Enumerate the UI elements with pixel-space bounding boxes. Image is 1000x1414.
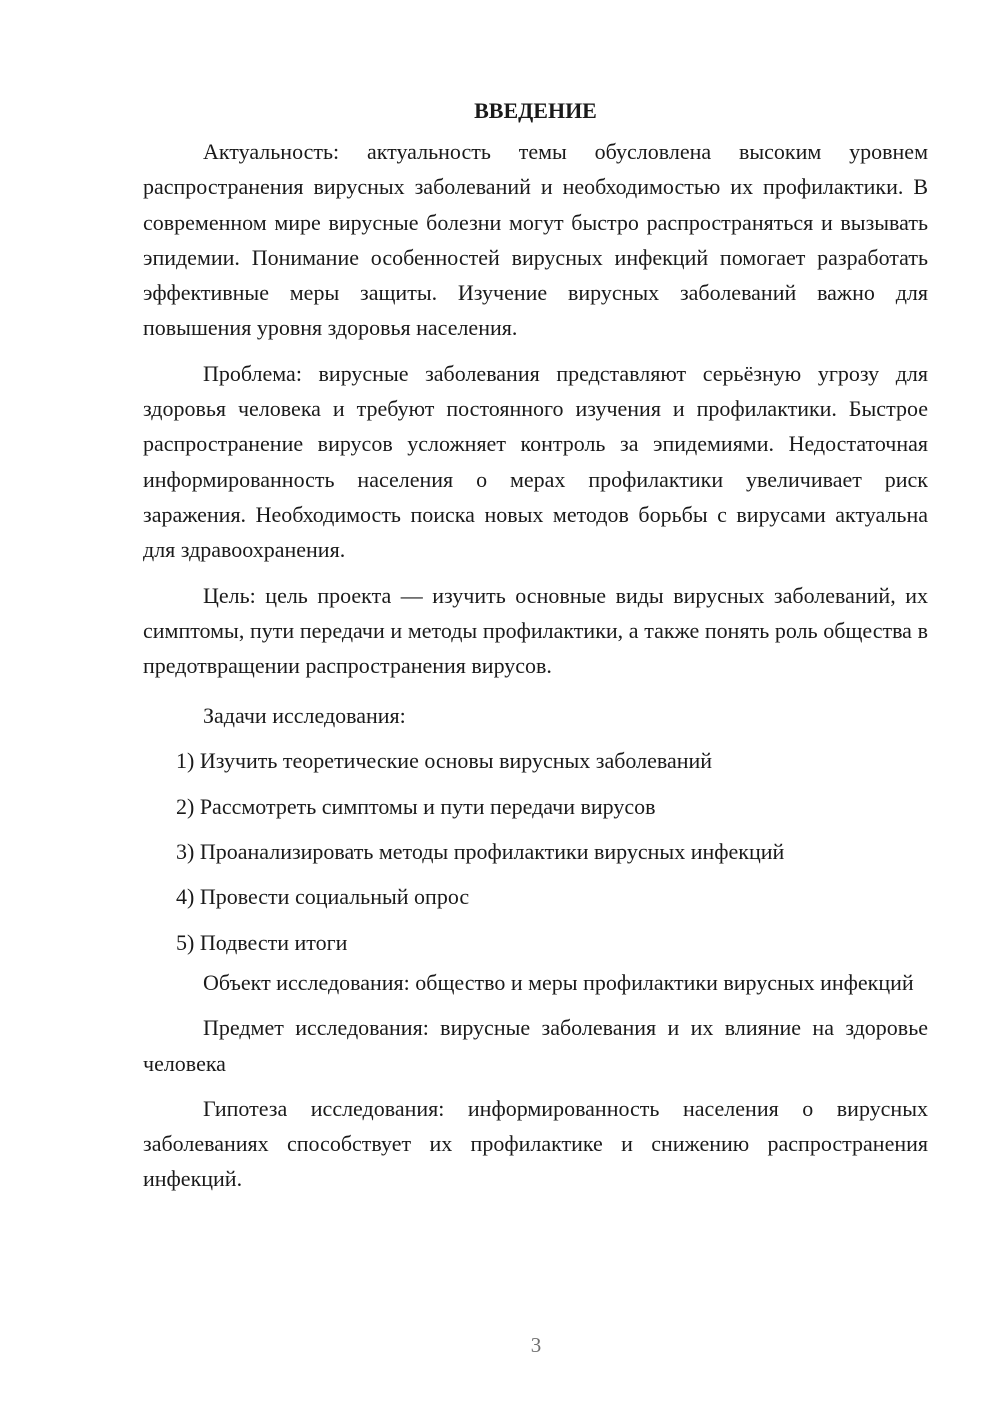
task-item-4: 4) Провести социальный опрос [176, 884, 470, 910]
tasks-list [143, 738, 928, 964]
task-item-1: 1) Изучить теоретические основы вирусных заболеваний [176, 748, 713, 774]
paragraph-hypothesis: Гипотеза исследования: информированность населения о вирусных заболеваниях способствует их профилактике и снижению распространения инфекций. [143, 1095, 928, 1192]
paragraph-object: Объект исследования: общество и меры профилактики вирусных инфекций [203, 969, 914, 995]
paragraph-problem: Проблема: вирусные заболевания представляют серьёзную угрозу для здоровья человека и требуют постоянного изучения и профилактики. Быстрое распространение вирусов усложняет контроль за эпидемиями. Недостаточная информированность населения о мерах профилактики увеличивает риск заражения. Необходимость поиска новых методов борьбы с вирусами актуальна для здравоохранения. [143, 360, 928, 563]
task-item-2: 2) Рассмотреть симптомы и пути передачи вирусов [176, 793, 656, 819]
tasks-heading: Задачи исследования: [203, 703, 406, 729]
paragraph-goal: Цель: цель проекта — изучить основные виды вирусных заболеваний, их симптомы, пути передачи и методы профилактики, а также понять роль общества в предотвращении распространения вирусов. [143, 582, 928, 679]
page-number: 3 [530, 1333, 542, 1357]
paragraph-subject: Предмет исследования: вирусные заболевания и их влияние на здоровье человека [143, 1015, 928, 1076]
section-title: ВВЕДЕНИЕ [474, 98, 597, 123]
document-body [143, 96, 928, 1207]
task-item-3: 3) Проанализировать методы профилактики вирусных инфекций [176, 839, 785, 865]
task-item-5: 5) Подвести итоги [176, 929, 348, 955]
paragraph-relevance: Актуальность: актуальность темы обусловлена высоким уровнем распространения вирусных заболеваний и необходимостью их профилактики. В современном мире вирусные болезни могут быстро распространяться и вызывать эпидемии. Понимание особенностей вирусных инфекций помогает разработать эффективные меры защиты. Изучение вирусных заболеваний важно для повышения уровня здоровья населения. [143, 139, 928, 341]
